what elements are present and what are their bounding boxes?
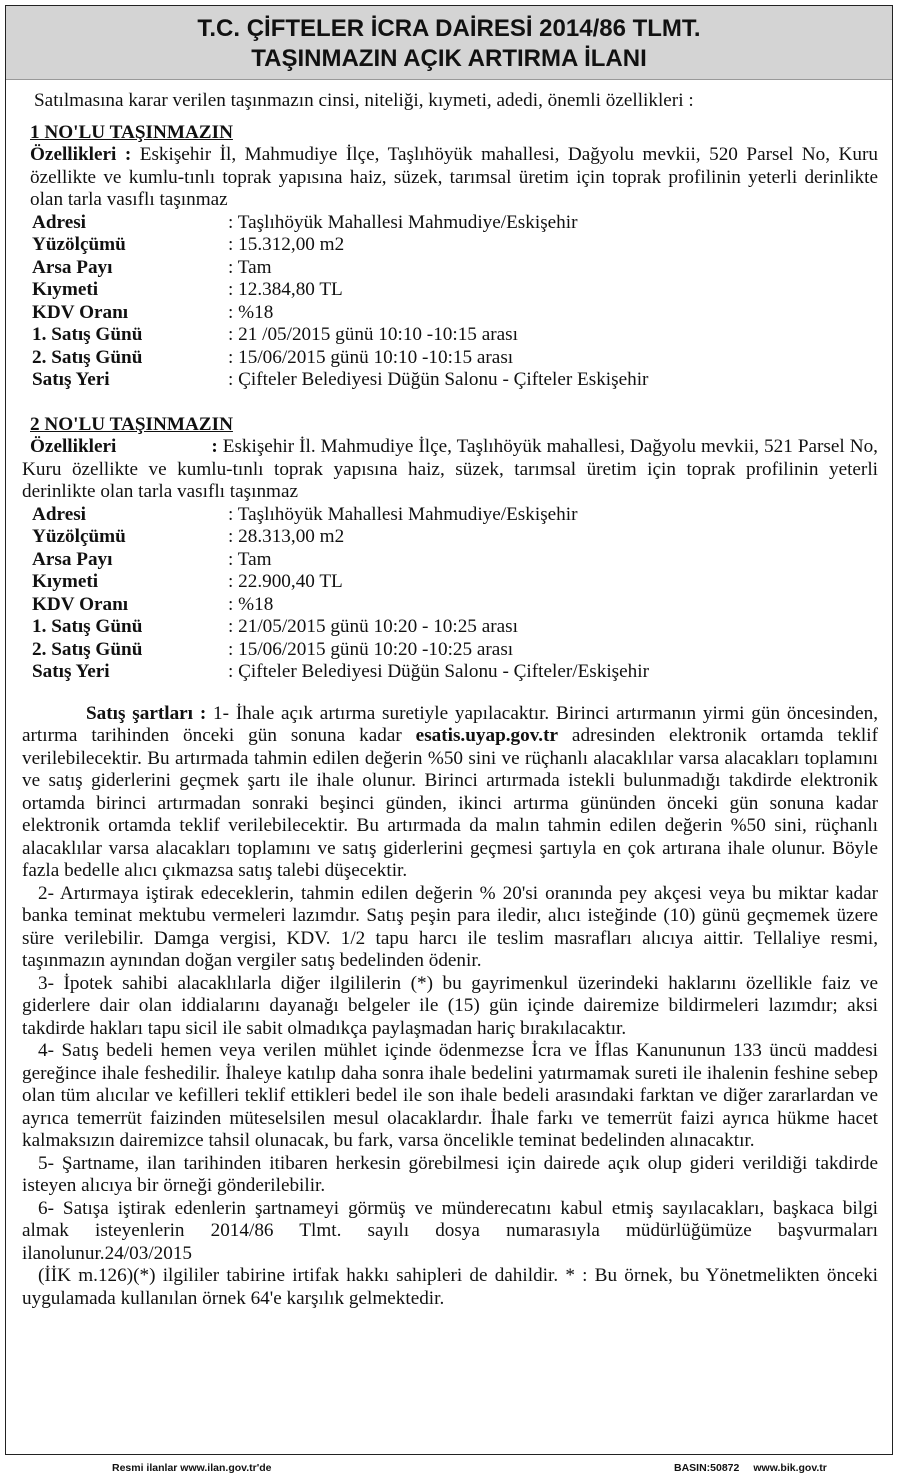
terms-paragraph-7: (İİK m.126)(*) ilgililer tabirine irtifak hakkı sahipleri de dahildir. * : Bu örnek, bu Yönetmelikten önceki uygulamada kullanılan örnek 64'e karşılık gelmektedir.: [22, 1265, 878, 1309]
detail-label: Adresi: [32, 211, 87, 233]
detail-row: [22, 616, 878, 639]
detail-value: : Çifteler Belediyesi Düğün Salonu - Çifteler/Eskişehir: [228, 661, 649, 682]
property-title: 2 NO'LU TAŞINMAZIN: [30, 413, 233, 435]
property-1: [22, 122, 878, 392]
page-footer: [0, 1462, 900, 1478]
detail-row: [22, 504, 878, 527]
detail-row: [22, 549, 878, 572]
notice-frame: [5, 5, 893, 1455]
detail-value: : 12.384,80 TL: [228, 279, 343, 300]
terms-label: Satış şartları :: [86, 702, 207, 724]
detail-value: : Tam: [228, 256, 272, 278]
detail-label: Kıymeti: [32, 571, 99, 592]
detail-value: : %18: [228, 593, 274, 615]
detail-row: [22, 279, 878, 302]
terms-text: 1- İhale açık artırma suretiyle yapılacaktır. Birinci artırmanın yirmi gün öncesinden, artırma tarihinden önceki gün sonuna kadar: [22, 702, 878, 746]
detail-row: [22, 257, 878, 280]
basin-number: BASIN:50872: [674, 1462, 740, 1474]
terms-paragraph-1: [22, 703, 878, 883]
notice-header: [6, 6, 892, 80]
detail-value: : 22.900,40 TL: [228, 571, 343, 592]
detail-row: [22, 324, 878, 347]
terms-paragraph-6: 6- Satışa iştirak edenlerin şartnameyi görmüş ve münderecatını kabul etmiş sayılacakları, başkaca bilgi almak isteyenlerin 2014/86 Tlmt. sayılı dosya numarasıyla müdürlüğümüze başvurmaları ilanolunur.24/03/2015: [22, 1197, 878, 1264]
detail-row: [22, 661, 878, 684]
detail-row: [22, 526, 878, 549]
detail-label: Yüzölçümü: [32, 526, 126, 547]
notice-body: [6, 80, 892, 1310]
features-label: Özellikleri :: [30, 436, 218, 457]
detail-label: Arsa Payı: [32, 548, 113, 570]
detail-label: KDV Oranı: [32, 593, 129, 615]
terms-text: adresinden elektronik ortamda teklif verilebilecektir. Bu artırmada tahmin edilen değerin %50 sini ve rüçhanlı alacaklılar varsa alacakları toplamını ve satış giderlerini geçmek şartı ile ihale olunur. Birinci artırmada istekli bulunmadığı takdirde elektronik ortamda birinci artırmadan sonraki beşinci günden, ikinci artırma gününden önceki gün sonuna kadar elektronik ortamda teklif verilebilecektir. Bu artırmada da malın tahmin edilen değerin %50 sini, rüçhanlı alacaklılar varsa alacakları toplamını ve satış giderlerini geçmesi şartıyla en çok artırana ihale olunur. Böyle fazla bedelle alıcı çıkmazsa satış talebi düşecektir.: [22, 725, 878, 881]
detail-row: [22, 212, 878, 235]
detail-value: : 15/06/2015 günü 10:10 -10:15 arası: [228, 346, 514, 368]
notice-title: T.C. ÇİFTELER İCRA DAİRESİ 2014/86 TLMT.: [197, 15, 701, 42]
detail-value: : %18: [228, 301, 274, 323]
terms-paragraph-3: 3- İpotek sahibi alacaklılarla diğer ilgililerin (*) bu gayrimenkul üzerindeki haklarını özellikle faiz ve giderlere dair olan iddialarını dayanağı belgeler ile (15) gün içinde dairemize bildirmeleri lazımdır; aksi takdirde hakları tapu sicil ile sabit olmadıkça paylaşmadan hariç bırakılacaktır.: [22, 972, 878, 1039]
footer-bik-site[interactable]: www.bik.gov.tr: [753, 1462, 827, 1474]
detail-value: : 15/06/2015 günü 10:20 -10:25 arası: [228, 638, 514, 660]
intro-text: Satılmasına karar verilen taşınmazın cinsi, niteliği, kıymeti, adedi, önemli özellikleri :: [34, 90, 694, 111]
detail-value: : Taşlıhöyük Mahallesi Mahmudiye/Eskişehir: [228, 211, 578, 233]
detail-value: : Taşlıhöyük Mahallesi Mahmudiye/Eskişehir: [228, 503, 578, 525]
detail-row: [22, 369, 878, 392]
detail-label: 1. Satış Günü: [32, 324, 143, 345]
terms-paragraph-5: 5- Şartname, ilan tarihinden itibaren herkesin görebilmesi için dairede açık olup gideri verildiği takdirde isteyen alıcıya bir örneği gönderilebilir.: [22, 1152, 878, 1196]
detail-value: : 28.313,00 m2: [228, 526, 345, 547]
detail-row: [22, 347, 878, 370]
esatis-link[interactable]: esatis.uyap.gov.tr: [415, 725, 558, 746]
detail-label: 1. Satış Günü: [32, 616, 143, 637]
property-features: [22, 436, 878, 504]
footer-ilan-site[interactable]: Resmi ilanlar www.ilan.gov.tr'de: [112, 1462, 272, 1474]
detail-label: Adresi: [32, 503, 87, 525]
detail-row: [22, 594, 878, 617]
terms-paragraph-4: 4- Satış bedeli hemen veya verilen mühlet içinde ödenmezse İcra ve İflas Kanununun 133 üncü maddesi gereğince ihale feshedilir. İhaleye katılıp daha sonra ihale bedelini yatırmamak sureti ile ihalenin feshine sebep olan tüm alıcılar ve kefilleri teklif ettikleri bedel ile son ihale bedeli arasındaki farktan ve diğer zararlardan ve ayrıca temerrüt faizinden müteselsilen mesul olacaklardır. İhale farkı ve temerrüt faizi ayrıca hükme hacet kalmaksızın dairemizce tahsil olunacak, bu fark, varsa öncelikle teminat bedelinden alınacaktır.: [22, 1040, 878, 1151]
detail-label: Kıymeti: [32, 279, 99, 300]
detail-label: Satış Yeri: [32, 661, 110, 682]
detail-row: [22, 639, 878, 662]
detail-row: [22, 302, 878, 325]
detail-label: 2. Satış Günü: [32, 346, 143, 368]
detail-label: KDV Oranı: [32, 301, 129, 323]
property-2: [22, 414, 878, 684]
detail-value: : 21 /05/2015 günü 10:10 -10:15 arası: [228, 324, 518, 345]
detail-label: 2. Satış Günü: [32, 638, 143, 660]
detail-label: Arsa Payı: [32, 256, 113, 278]
features-label: Özellikleri :: [30, 144, 132, 165]
detail-value: : Tam: [228, 548, 272, 570]
detail-value: : 15.312,00 m2: [228, 234, 345, 255]
features-text: Eskişehir İl, Mahmudiye İlçe, Taşlıhöyük mahallesi, Dağyolu mevkii, 520 Parsel No, Kuru özellikte ve kumlu-tınlı toprak yapısına haiz, süzek, tarımsal üretim için toprak profilinin yeterli derinlikte olan tarla vasıflı taşınmaz: [30, 144, 878, 210]
detail-value: : Çifteler Belediyesi Düğün Salonu - Çifteler Eskişehir: [228, 369, 649, 390]
footer-right: [674, 1462, 827, 1474]
detail-row: [22, 571, 878, 594]
detail-value: : 21/05/2015 günü 10:20 - 10:25 arası: [228, 616, 518, 637]
notice-subtitle: TAŞINMAZIN AÇIK ARTIRMA İLANI: [251, 45, 647, 72]
detail-label: Satış Yeri: [32, 369, 110, 390]
property-features: [22, 144, 878, 212]
detail-row: [22, 234, 878, 257]
property-title: 1 NO'LU TAŞINMAZIN: [30, 121, 233, 143]
detail-label: Yüzölçümü: [32, 234, 126, 255]
features-text: Eskişehir İl. Mahmudiye İlçe, Taşlıhöyük mahallesi, Dağyolu mevkii, 521 Parsel No, Kuru özellikte ve kumlu-tınlı toprak yapısına haiz, süzek, tarımsal üretim için toprak profilinin yeterli derinlikte olan tarla vasıflı taşınmaz: [22, 436, 878, 502]
terms-paragraph-2: 2- Artırmaya iştirak edeceklerin, tahmin edilen değerin % 20'si oranında pey akçesi veya bu miktar kadar banka teminat mektubu vermeleri lazımdır. Satış peşin para iledir, alıcı isteğinde (10) günü geçmemek üzere süre verilebilir. Damga vergisi, KDV. 1/2 tapu harcı ile teslim masrafları alıcıya aittir. Tellaliye resmi, taşınmazın aynından doğan vergiler satış bedelinden ödenir.: [22, 882, 878, 971]
